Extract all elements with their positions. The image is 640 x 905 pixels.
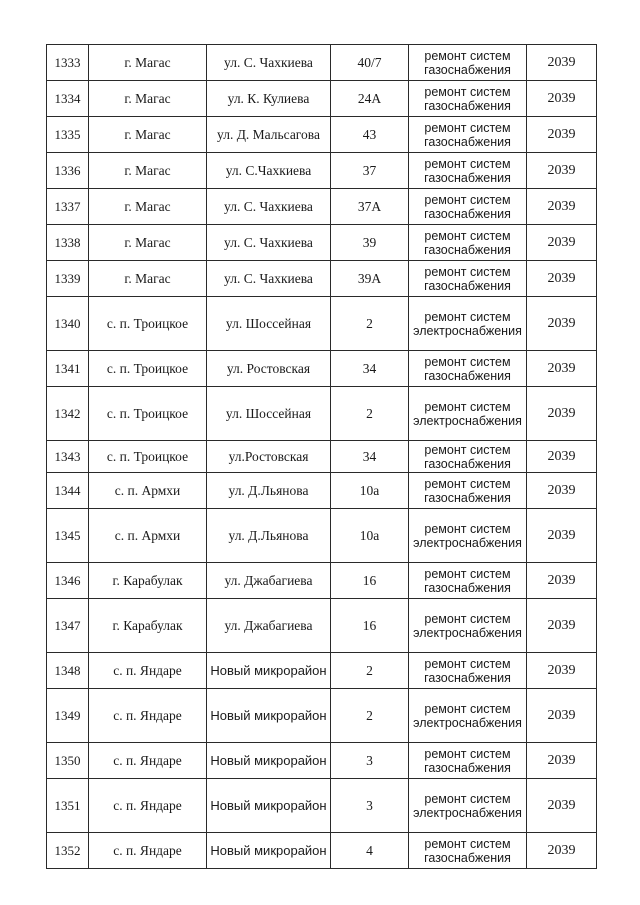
cell-house: 2 xyxy=(331,297,409,351)
cell-year: 2039 xyxy=(527,81,597,117)
cell-house: 2 xyxy=(331,689,409,743)
cell-settlement: г. Магас xyxy=(89,189,207,225)
cell-work-type: ремонт систем электроснабжения xyxy=(409,387,527,441)
table-row xyxy=(47,189,597,225)
cell-year: 2039 xyxy=(527,387,597,441)
cell-year: 2039 xyxy=(527,261,597,297)
cell-street: ул. Д.Льянова xyxy=(207,473,331,509)
cell-year: 2039 xyxy=(527,441,597,473)
table-row xyxy=(47,599,597,653)
cell-street: ул. С. Чахкиева xyxy=(207,45,331,81)
cell-house: 34 xyxy=(331,351,409,387)
cell-street: Новый микрорайон xyxy=(207,743,331,779)
cell-number: 1343 xyxy=(47,441,89,473)
cell-work-type: ремонт систем газоснабжения xyxy=(409,653,527,689)
cell-number: 1342 xyxy=(47,387,89,441)
table-row xyxy=(47,45,597,81)
cell-year: 2039 xyxy=(527,779,597,833)
cell-number: 1351 xyxy=(47,779,89,833)
cell-street: ул. Ростовская xyxy=(207,351,331,387)
cell-house: 37 xyxy=(331,153,409,189)
cell-settlement: г. Карабулак xyxy=(89,563,207,599)
cell-settlement: с. п. Яндаре xyxy=(89,653,207,689)
cell-year: 2039 xyxy=(527,45,597,81)
cell-street: Новый микрорайон xyxy=(207,653,331,689)
cell-street: ул. Д. Мальсагова xyxy=(207,117,331,153)
cell-work-type: ремонт систем газоснабжения xyxy=(409,189,527,225)
cell-year: 2039 xyxy=(527,599,597,653)
cell-number: 1345 xyxy=(47,509,89,563)
cell-street: ул. Джабагиева xyxy=(207,599,331,653)
cell-number: 1340 xyxy=(47,297,89,351)
table-row xyxy=(47,509,597,563)
cell-settlement: с. п. Яндаре xyxy=(89,689,207,743)
cell-house: 16 xyxy=(331,599,409,653)
cell-year: 2039 xyxy=(527,689,597,743)
cell-street: ул. Джабагиева xyxy=(207,563,331,599)
cell-settlement: с. п. Троицкое xyxy=(89,297,207,351)
table-row xyxy=(47,743,597,779)
table-row xyxy=(47,153,597,189)
cell-street: ул. Д.Льянова xyxy=(207,509,331,563)
cell-work-type: ремонт систем газоснабжения xyxy=(409,833,527,869)
cell-settlement: с. п. Армхи xyxy=(89,473,207,509)
cell-year: 2039 xyxy=(527,117,597,153)
cell-number: 1352 xyxy=(47,833,89,869)
table-row xyxy=(47,81,597,117)
cell-work-type: ремонт систем газоснабжения xyxy=(409,117,527,153)
cell-number: 1349 xyxy=(47,689,89,743)
table-row xyxy=(47,351,597,387)
table-row xyxy=(47,297,597,351)
cell-house: 39А xyxy=(331,261,409,297)
cell-year: 2039 xyxy=(527,509,597,563)
cell-settlement: г. Магас xyxy=(89,81,207,117)
cell-number: 1333 xyxy=(47,45,89,81)
cell-number: 1337 xyxy=(47,189,89,225)
cell-number: 1350 xyxy=(47,743,89,779)
table-row xyxy=(47,441,597,473)
cell-house: 2 xyxy=(331,387,409,441)
cell-work-type: ремонт систем газоснабжения xyxy=(409,261,527,297)
cell-work-type: ремонт систем электроснабжения xyxy=(409,297,527,351)
cell-work-type: ремонт систем газоснабжения xyxy=(409,81,527,117)
cell-settlement: г. Магас xyxy=(89,225,207,261)
cell-year: 2039 xyxy=(527,833,597,869)
table-row xyxy=(47,833,597,869)
cell-street: ул. Шоссейная xyxy=(207,297,331,351)
cell-number: 1339 xyxy=(47,261,89,297)
cell-street: ул. Шоссейная xyxy=(207,387,331,441)
table-row xyxy=(47,117,597,153)
cell-work-type: ремонт систем электроснабжения xyxy=(409,689,527,743)
cell-house: 3 xyxy=(331,743,409,779)
cell-house: 3 xyxy=(331,779,409,833)
cell-street: ул. К. Кулиева xyxy=(207,81,331,117)
cell-work-type: ремонт систем газоснабжения xyxy=(409,153,527,189)
cell-year: 2039 xyxy=(527,351,597,387)
cell-house: 37А xyxy=(331,189,409,225)
cell-settlement: с. п. Троицкое xyxy=(89,387,207,441)
cell-street: ул. С.Чахкиева xyxy=(207,153,331,189)
table-row xyxy=(47,387,597,441)
cell-street: ул. С. Чахкиева xyxy=(207,189,331,225)
cell-number: 1346 xyxy=(47,563,89,599)
table-row xyxy=(47,261,597,297)
cell-work-type: ремонт систем газоснабжения xyxy=(409,225,527,261)
cell-settlement: г. Магас xyxy=(89,153,207,189)
cell-settlement: с. п. Троицкое xyxy=(89,351,207,387)
cell-street: Новый микрорайон xyxy=(207,689,331,743)
cell-settlement: с. п. Яндаре xyxy=(89,833,207,869)
cell-year: 2039 xyxy=(527,153,597,189)
cell-work-type: ремонт систем газоснабжения xyxy=(409,45,527,81)
cell-number: 1348 xyxy=(47,653,89,689)
cell-settlement: с. п. Армхи xyxy=(89,509,207,563)
cell-house: 10а xyxy=(331,473,409,509)
cell-number: 1347 xyxy=(47,599,89,653)
cell-year: 2039 xyxy=(527,297,597,351)
table-body xyxy=(47,45,597,869)
cell-work-type: ремонт систем газоснабжения xyxy=(409,563,527,599)
cell-year: 2039 xyxy=(527,653,597,689)
cell-settlement: г. Магас xyxy=(89,261,207,297)
cell-house: 16 xyxy=(331,563,409,599)
cell-work-type: ремонт систем газоснабжения xyxy=(409,473,527,509)
cell-year: 2039 xyxy=(527,225,597,261)
table-row xyxy=(47,653,597,689)
cell-street: Новый микрорайон xyxy=(207,833,331,869)
cell-house: 39 xyxy=(331,225,409,261)
cell-number: 1336 xyxy=(47,153,89,189)
cell-work-type: ремонт систем газоснабжения xyxy=(409,743,527,779)
cell-settlement: г. Карабулак xyxy=(89,599,207,653)
cell-settlement: с. п. Яндаре xyxy=(89,743,207,779)
cell-year: 2039 xyxy=(527,563,597,599)
cell-house: 4 xyxy=(331,833,409,869)
table-row xyxy=(47,563,597,599)
cell-street: ул.Ростовская xyxy=(207,441,331,473)
cell-year: 2039 xyxy=(527,743,597,779)
cell-street: Новый микрорайон xyxy=(207,779,331,833)
cell-house: 2 xyxy=(331,653,409,689)
cell-house: 34 xyxy=(331,441,409,473)
cell-house: 43 xyxy=(331,117,409,153)
cell-work-type: ремонт систем электроснабжения xyxy=(409,779,527,833)
cell-work-type: ремонт систем газоснабжения xyxy=(409,441,527,473)
table-row xyxy=(47,473,597,509)
table-row xyxy=(47,225,597,261)
cell-street: ул. С. Чахкиева xyxy=(207,225,331,261)
cell-number: 1335 xyxy=(47,117,89,153)
cell-number: 1344 xyxy=(47,473,89,509)
cell-work-type: ремонт систем электроснабжения xyxy=(409,599,527,653)
cell-year: 2039 xyxy=(527,189,597,225)
table-row xyxy=(47,689,597,743)
table-row xyxy=(47,779,597,833)
cell-number: 1334 xyxy=(47,81,89,117)
cell-settlement: г. Магас xyxy=(89,117,207,153)
cell-settlement: г. Магас xyxy=(89,45,207,81)
cell-work-type: ремонт систем газоснабжения xyxy=(409,351,527,387)
cell-settlement: с. п. Яндаре xyxy=(89,779,207,833)
cell-work-type: ремонт систем электроснабжения xyxy=(409,509,527,563)
repair-schedule-table xyxy=(46,44,597,869)
cell-number: 1341 xyxy=(47,351,89,387)
cell-house: 10а xyxy=(331,509,409,563)
cell-house: 40/7 xyxy=(331,45,409,81)
cell-number: 1338 xyxy=(47,225,89,261)
cell-house: 24А xyxy=(331,81,409,117)
cell-street: ул. С. Чахкиева xyxy=(207,261,331,297)
cell-year: 2039 xyxy=(527,473,597,509)
cell-settlement: с. п. Троицкое xyxy=(89,441,207,473)
